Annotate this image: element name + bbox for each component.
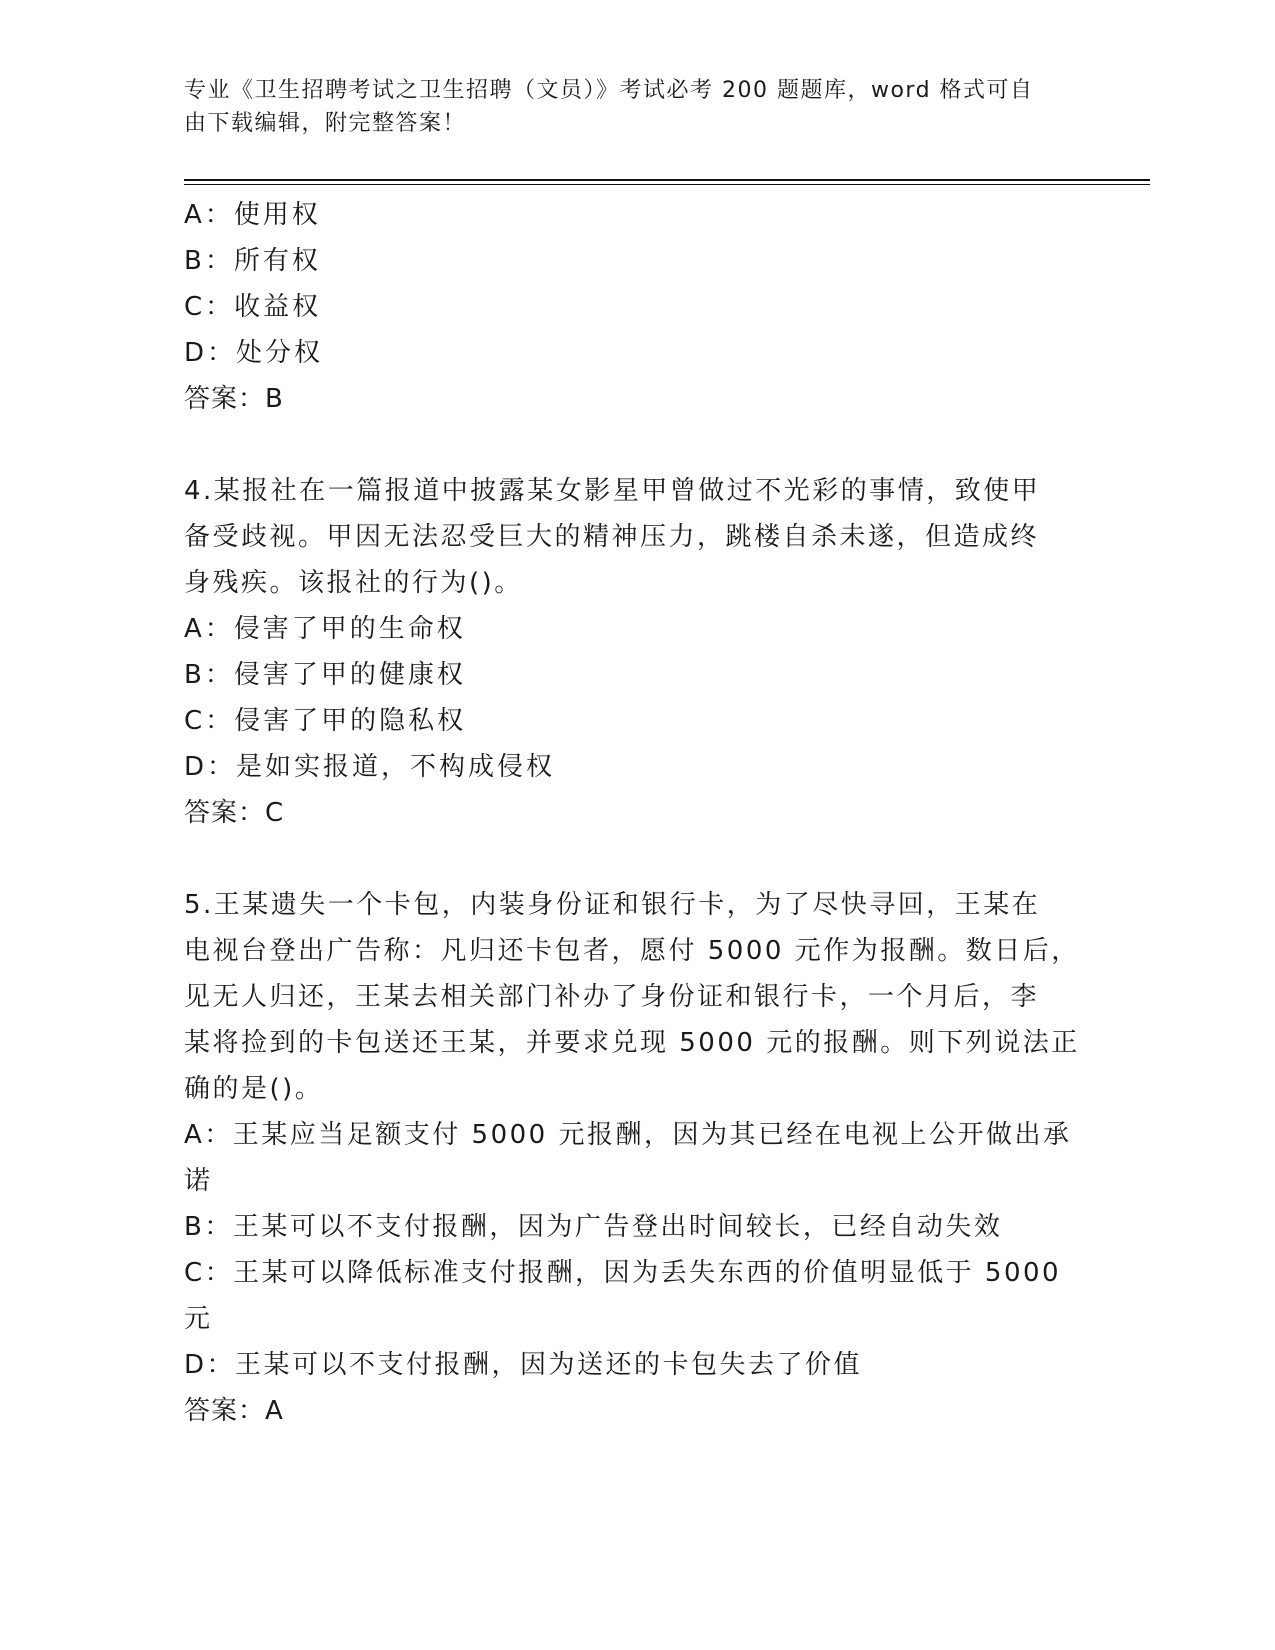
header-divider-thick (184, 179, 1150, 181)
header-line: 专业《卫生招聘考试之卫生招聘（文员）》考试必考 200 题题库，word 格式可自 (184, 78, 1034, 103)
stem-line: 备受歧视。甲因无法忍受巨大的精神压力，跳楼自杀未遂，但造成终 (184, 522, 1040, 552)
option-line: D：王某可以不支付报酬，因为送还的卡包失去了价值 (184, 1350, 863, 1380)
option-d: D：处分权 (184, 338, 324, 368)
question-stem (184, 468, 1084, 606)
option-d: D：是如实报道，不构成侵权 (184, 752, 556, 782)
header-line: 由下载编辑，附完整答案！ (184, 111, 467, 136)
stem-line: 身残疾。该报社的行为()。 (184, 568, 523, 598)
spacer (184, 422, 1084, 468)
stem-line: 见无人归还，王某去相关部门补办了身份证和银行卡，一个月后，李 (184, 982, 1040, 1012)
question-stem (184, 882, 1084, 1112)
option-c: C：侵害了甲的隐私权 (184, 706, 467, 736)
answer: 答案：C (184, 798, 285, 828)
option-a: A：使用权 (184, 200, 321, 230)
option-b (184, 1204, 1084, 1250)
option-line: 诺 (184, 1166, 213, 1196)
answer: 答案：A (184, 1396, 284, 1426)
stem-line: 某将捡到的卡包送还王某，并要求兑现 5000 元的报酬。则下列说法正 (184, 1028, 1080, 1058)
option-c (184, 1250, 1084, 1342)
spacer (184, 836, 1084, 882)
option-line: B：王某可以不支付报酬，因为广告登出时间较长，已经自动失效 (184, 1212, 1003, 1242)
option-c: C：收益权 (184, 292, 322, 322)
document-header (184, 74, 1064, 140)
option-d (184, 1342, 1084, 1388)
stem-line: 5.王某遗失一个卡包，内装身份证和银行卡，为了尽快寻回，王某在 (184, 890, 1041, 920)
option-line: C：王某可以降低标准支付报酬，因为丢失东西的价值明显低于 5000 (184, 1258, 1062, 1288)
question-4 (184, 468, 1084, 836)
stem-line: 4.某报社在一篇报道中披露某女影星甲曾做过不光彩的事情，致使甲 (184, 476, 1041, 506)
option-b: B：所有权 (184, 246, 321, 276)
header-divider-thin (184, 184, 1150, 185)
option-a: A：侵害了甲的生命权 (184, 614, 466, 644)
stem-line: 电视台登出广告称：凡归还卡包者，愿付 5000 元作为报酬。数日后， (184, 936, 1080, 966)
option-b: B：侵害了甲的健康权 (184, 660, 466, 690)
document-body (184, 192, 1084, 1434)
answer: 答案：B (184, 384, 284, 414)
option-line: A：王某应当足额支付 5000 元报酬，因为其已经在电视上公开做出承 (184, 1120, 1072, 1150)
option-a (184, 1112, 1084, 1204)
question-5 (184, 882, 1084, 1434)
option-line: 元 (184, 1304, 213, 1334)
stem-line: 确的是()。 (184, 1074, 324, 1104)
question-3 (184, 192, 1084, 422)
